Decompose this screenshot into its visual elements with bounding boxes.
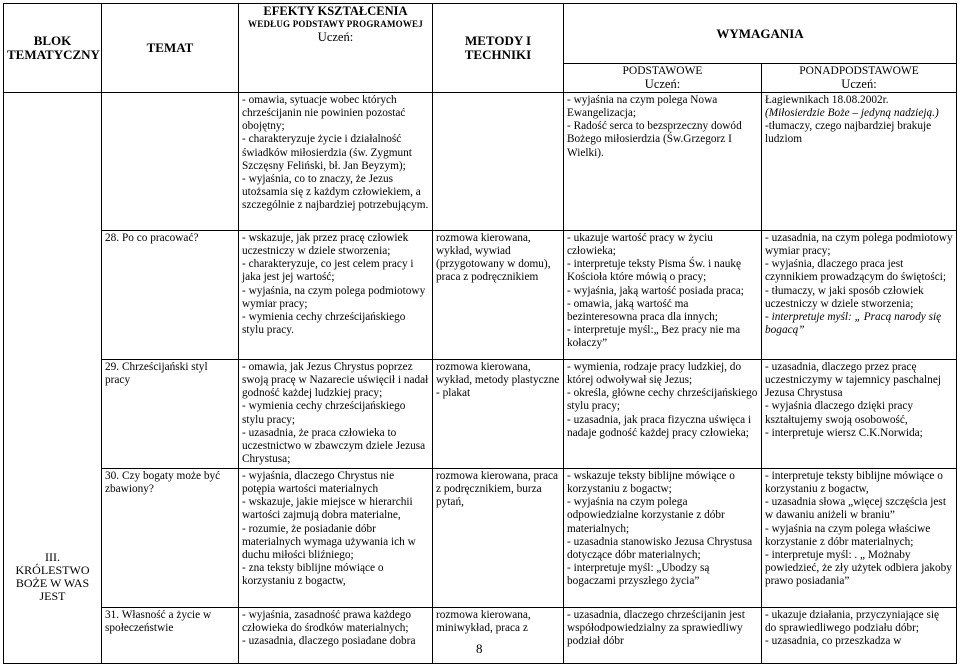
metody-cell <box>433 93 564 231</box>
podstawowe-line: - określa, główne cechy chrześcijańskiego stylu pracy; <box>567 387 758 413</box>
podstawowe-line: - wymienia, rodzaje pracy ludzkiej, do której odwoływał się Jezus; <box>567 361 742 387</box>
ponad-line: - interpretuje myśl: . „ Możnaby powiedzieć, że zły użytek odbiera jakoby prawo posiadania” <box>765 548 952 587</box>
ponad-line: - wyjaśnia dlaczego dzięki pracy kształtujemy swoją osobowość, <box>765 400 914 426</box>
ponad-line: - uzasadnia, na czym polega podmiotowy wymiar pracy; <box>765 232 953 258</box>
header-podstawowe-label: PODSTAWOWE <box>622 65 703 77</box>
header-ponad-label: PONADPODSTAWOWE <box>799 65 919 77</box>
efekty-line: - uzasadnia, dlaczego posiadane dobra <box>242 635 416 648</box>
efekty-cell <box>239 608 433 664</box>
table-row <box>4 93 957 231</box>
header-blok: BLOK TEMATYCZNY <box>4 4 102 93</box>
ponad-line: - uzasadnia, dlaczego przez pracę uczestniczymy w tajemnicy paschalnej Jezusa Chrystusa <box>765 361 941 400</box>
ponad-cell <box>762 93 957 231</box>
header-ponad-uczen: Uczeń: <box>841 77 877 92</box>
efekty-line: - zna teksty biblijne mówiące o korzystaniu z bogactw, <box>242 561 384 587</box>
efekty-line: - wymienia cechy chrześcijańskiego stylu pracy; <box>242 400 406 426</box>
ponad-line: - interpretuje myśl: „ Pracą narody się bogacą” <box>765 310 942 336</box>
header-efekty <box>239 4 433 93</box>
metody-cell: rozmowa kierowana, praca z podręcznikiem, burza pytań, <box>433 469 564 608</box>
efekty-line: - wskazuje, jakie miejsce w hierarchii wartości zajmują dobra materialne, <box>242 496 413 522</box>
efekty-line: - wskazuje, jak przez pracę człowiek uczestniczy w dziele stworzenia; <box>242 232 409 258</box>
efekty-line: - omawia, jak Jezus Chrystus poprzez swoją pracę w Nazarecie uświęcił i nadał godność każdej ludzkiej pracy; <box>242 361 429 400</box>
header-efekty-uczen: Uczeń: <box>317 30 354 45</box>
ponad-line: - uzasadnia, co przeszkadza w <box>765 635 902 648</box>
efekty-line: - omawia, sytuacje wobec których chrześcijanin nie powinien pozostać obojętny; <box>242 94 406 133</box>
podstawowe-line: - uzasadnia, jak praca fizyczna uświęca i nadaje godność każdej pracy człowieka; <box>567 413 752 439</box>
efekty-line: - wymienia cechy chrześcijańskiego stylu pracy. <box>242 310 406 336</box>
podstawowe-cell <box>564 608 762 664</box>
header-metody: METODY I TECHNIKI <box>433 4 564 93</box>
podstawowe-line: - interpretuje teksty Pisma Św. i naukę Kościoła które mówią o pracy; <box>567 258 742 284</box>
efekty-line: - wyjaśnia, na czym polega podmiotowy wymiar pracy; <box>242 284 426 310</box>
podstawowe-line: - wskazuje teksty biblijne mówiące o korzystaniu z bogactw; <box>567 470 735 496</box>
efekty-line: - charakteryzuje, co jest celem pracy i jaka jest jej wartość; <box>242 258 414 284</box>
efekty-line: - charakteryzuje życie i działalność świadków miłosierdzia (św. Zygmunt Szczęsny Feliński, bł. Jan Beyzym); <box>242 133 412 172</box>
temat-cell: 29. Chrześcijański styl pracy <box>102 360 239 469</box>
ponad-line: - wyjaśnia, dlaczego praca jest czynnikiem prowadzącym do świętości; <box>765 258 947 284</box>
page-number: 8 <box>476 641 483 656</box>
temat-cell: 30. Czy bogaty może być zbawiony? <box>102 469 239 608</box>
efekty-line: - uzasadnia, że praca człowieka to uczestnictwo w zbawczym dziele Jezusa Chrystusa; <box>242 426 426 465</box>
header-ponad <box>762 64 957 93</box>
efekty-line: - wyjaśnia, zasadność prawa każdego człowieka do środków materialnych; <box>242 609 412 635</box>
ponad-line: - ukazuje działania, przyczyniające się do sprawiedliwego podziału dóbr; <box>765 609 940 635</box>
blok-name: III. KRÓLESTWO BOŻE W WAS JEST <box>4 93 102 664</box>
metody-cell: rozmowa kierowana, miniwykład, praca z <box>433 608 564 664</box>
efekty-cell <box>239 469 433 608</box>
curriculum-table <box>3 3 957 664</box>
podstawowe-cell <box>564 469 762 608</box>
temat-cell <box>102 93 239 231</box>
metody-cell: rozmowa kierowana, wykład, metody plastyczne - plakat <box>433 360 564 469</box>
ponad-cell <box>762 231 957 360</box>
podstawowe-cell <box>564 231 762 360</box>
header-efekty-sub: WEDŁUG PODSTAWY PROGRAMOWEJ <box>248 19 423 30</box>
podstawowe-cell <box>564 360 762 469</box>
podstawowe-line: - interpretuje myśl: „Ubodzy są bogaczami przyszłego życia” <box>567 561 710 587</box>
metody-cell: rozmowa kierowana, wykład, wywiad (przygotowany w domu), praca z podręcznikiem <box>433 231 564 360</box>
table-row <box>4 360 957 469</box>
header-row <box>4 4 957 64</box>
ponad-line: - uzasadnia słowa „więcej szczęścia jest w dawaniu aniżeli w braniu” <box>765 496 946 522</box>
efekty-line: - rozumie, że posiadanie dóbr materialnych wymaga używania ich w duchu miłości bliźniego; <box>242 522 416 561</box>
podstawowe-line: - Radość serca to bezsprzeczny dowód Bożego miłosierdzia (Św.Grzegorz I Wielki). <box>567 120 742 159</box>
ponad-line: -tłumaczy, czego najbardziej brakuje ludziom <box>765 120 932 146</box>
header-temat: TEMAT <box>102 4 239 93</box>
efekty-line: - wyjaśnia, dlaczego Chrystus nie potępia wartości materialnych <box>242 470 395 496</box>
ponad-line: (Miłosierdzie Boże – jedyną nadzieją.) <box>765 107 939 120</box>
podstawowe-cell <box>564 93 762 231</box>
ponad-line: - wyjaśnia na czym polega właściwe korzystanie z dóbr materialnych; <box>765 522 931 548</box>
efekty-cell <box>239 93 433 231</box>
temat-cell: 31. Własność a życie w społeczeństwie <box>102 608 239 664</box>
header-efekty-title: EFEKTY KSZTAŁCENIA <box>263 4 408 18</box>
header-wymagania: WYMAGANIA <box>564 4 957 64</box>
ponad-line: - interpretuje wiersz C.K.Norwida; <box>765 426 923 439</box>
temat-cell: 28. Po co pracować? <box>102 231 239 360</box>
ponad-line: - interpretuje teksty biblijne mówiące o korzystaniu z bogactw, <box>765 470 943 496</box>
ponad-cell <box>762 360 957 469</box>
podstawowe-line: - wyjaśnia, jaką wartość posiada praca; <box>567 284 744 297</box>
ponad-line: - tłumaczy, w jaki sposób człowiek uczestniczy w dziele stworzenia; <box>765 284 924 310</box>
podstawowe-line: - wyjaśnia na czym polega Nowa Ewangelizacja; <box>567 94 718 120</box>
efekty-cell <box>239 231 433 360</box>
podstawowe-line: - omawia, jaką wartość ma bezinteresowna praca dla innych; <box>567 297 718 323</box>
podstawowe-line: - ukazuje wartość pracy w życiu człowieka; <box>567 232 713 258</box>
podstawowe-line: - interpretuje myśl:„ Bez pracy nie ma kołaczy” <box>567 323 741 349</box>
efekty-line: - wyjaśnia, co to znaczy, że Jezus utożsamia się z każdym człowiekiem, a szczególnie z najbardziej potrzebującym. <box>242 172 429 211</box>
efekty-cell <box>239 360 433 469</box>
podstawowe-line: - uzasadnia, dlaczego chrześcijanin jest współodpowiedzialny za sprawiedliwy podział dóbr <box>567 609 745 648</box>
table-row <box>4 231 957 360</box>
ponad-cell <box>762 608 957 664</box>
ponad-line: Łagiewnikach 18.08.2002r. <box>765 94 889 107</box>
table-row <box>4 469 957 608</box>
ponad-cell <box>762 469 957 608</box>
podstawowe-line: - uzasadnia stanowisko Jezusa Chrystusa dotyczące dóbr materialnych; <box>567 535 753 561</box>
header-podstawowe-uczen: Uczeń: <box>644 77 681 92</box>
header-podstawowe <box>564 64 762 93</box>
podstawowe-line: - wyjaśnia na czym polega odpowiedzialne korzystanie z dóbr materialnych; <box>567 496 725 535</box>
